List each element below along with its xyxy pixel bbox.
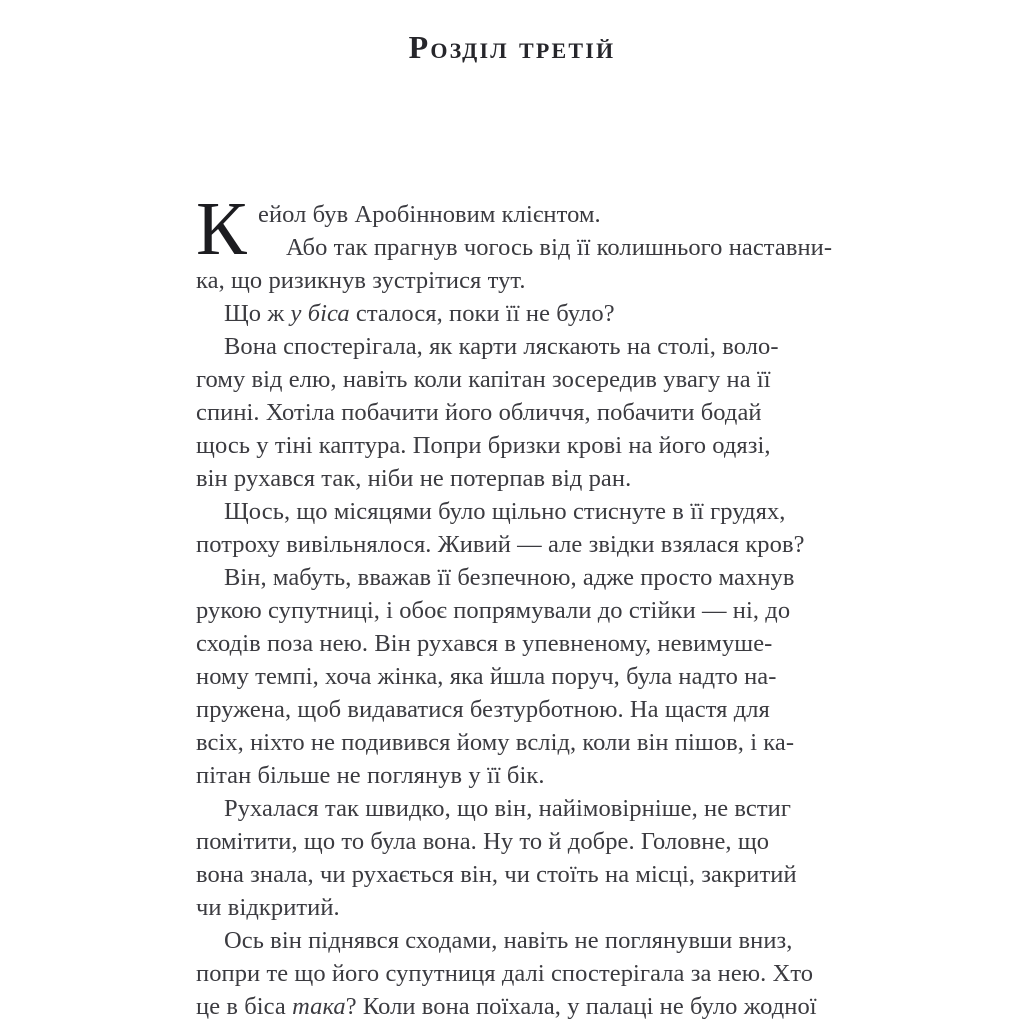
text-line <box>196 759 838 792</box>
text-line <box>196 957 838 990</box>
text-run: всіх, ніхто не подивився йому вслід, коли він пішов, і ка- <box>196 729 795 756</box>
text-line <box>196 528 838 561</box>
text-run: попри те що його супутниця далі спостерігала за нею. Хто <box>196 960 814 987</box>
text-line <box>196 726 838 759</box>
text-run: ному темпі, хоча жінка, яка йшла поруч, була надто на- <box>196 663 777 690</box>
text-run: пружена, щоб видаватися безтурботною. На щастя для <box>196 696 770 723</box>
text-run: ? Коли вона поїхала, у палаці не було жодної <box>345 993 817 1020</box>
text-run: рукою супутниці, і обоє попрямували до стійки — ні, до <box>196 597 791 624</box>
text-line <box>196 396 838 429</box>
text-run: спині. Хотіла побачити його обличчя, побачити бодай <box>196 399 762 426</box>
text-run: він рухався так, ніби не потерпав від ран. <box>196 465 632 492</box>
text-line <box>196 198 838 231</box>
text-line <box>196 330 838 363</box>
text-run: сталося, поки її не було? <box>349 300 615 327</box>
text-run: Що ж <box>224 300 291 327</box>
text-line <box>196 495 838 528</box>
text-line <box>196 462 838 495</box>
text-line <box>196 594 838 627</box>
text-run: Вона спостерігала, як карти ляскають на столі, воло- <box>224 333 779 360</box>
text-run: Він, мабуть, вважав її безпечною, адже просто махнув <box>224 564 795 591</box>
text-line <box>196 660 838 693</box>
text-run: потроху вивільнялося. Живий — але звідки взялася кров? <box>196 531 805 558</box>
text-line <box>196 693 838 726</box>
text-run: вона знала, чи рухається він, чи стоїть на місці, закритий <box>196 861 797 888</box>
text-line <box>196 429 838 462</box>
text-run: це в біса <box>196 993 293 1020</box>
text-run: помітити, що то була вона. Ну то й добре. Головне, що <box>196 828 770 855</box>
text-run: гому від елю, навіть коли капітан зосередив увагу на її <box>196 366 771 393</box>
text-run: чи відкритий. <box>196 894 340 921</box>
emphasis-text: така <box>292 993 346 1020</box>
text-line <box>196 891 838 924</box>
text-run: сходів поза нею. Він рухався в упевненому, невимуше- <box>196 630 773 657</box>
text-run: ейол був Аробінновим клієнтом. <box>258 201 601 228</box>
text-run: ка, що ризикнув зустрітися тут. <box>196 267 526 294</box>
text-line <box>196 231 838 264</box>
text-run: Рухалася так швидко, що він, найімовірніше, не встиг <box>224 795 791 822</box>
text-run: Або так прагнув чогось від її колишнього наставни- <box>286 234 833 261</box>
text-run: Щось, що місяцями було щільно стиснуте в її грудях, <box>224 498 786 525</box>
page-title: Розділ третій <box>408 29 616 66</box>
text-line <box>196 858 838 891</box>
text-line <box>196 792 838 825</box>
text-line <box>196 990 838 1023</box>
text-line <box>196 363 838 396</box>
text-line <box>196 297 838 330</box>
text-run: пітан більше не поглянув у її бік. <box>196 762 545 789</box>
text-line <box>196 825 838 858</box>
drop-cap: К <box>196 187 247 271</box>
text-line <box>196 561 838 594</box>
emphasis-text: у біса <box>290 300 350 327</box>
text-run: Ось він піднявся сходами, навіть не поглянувши вниз, <box>224 927 793 954</box>
text-run: щось у тіні каптура. Попри бризки крові на його одязі, <box>196 432 771 459</box>
body-text-block <box>196 187 838 1023</box>
text-line <box>196 627 838 660</box>
text-line <box>196 924 838 957</box>
text-lines <box>196 187 838 1023</box>
text-line <box>196 264 838 297</box>
